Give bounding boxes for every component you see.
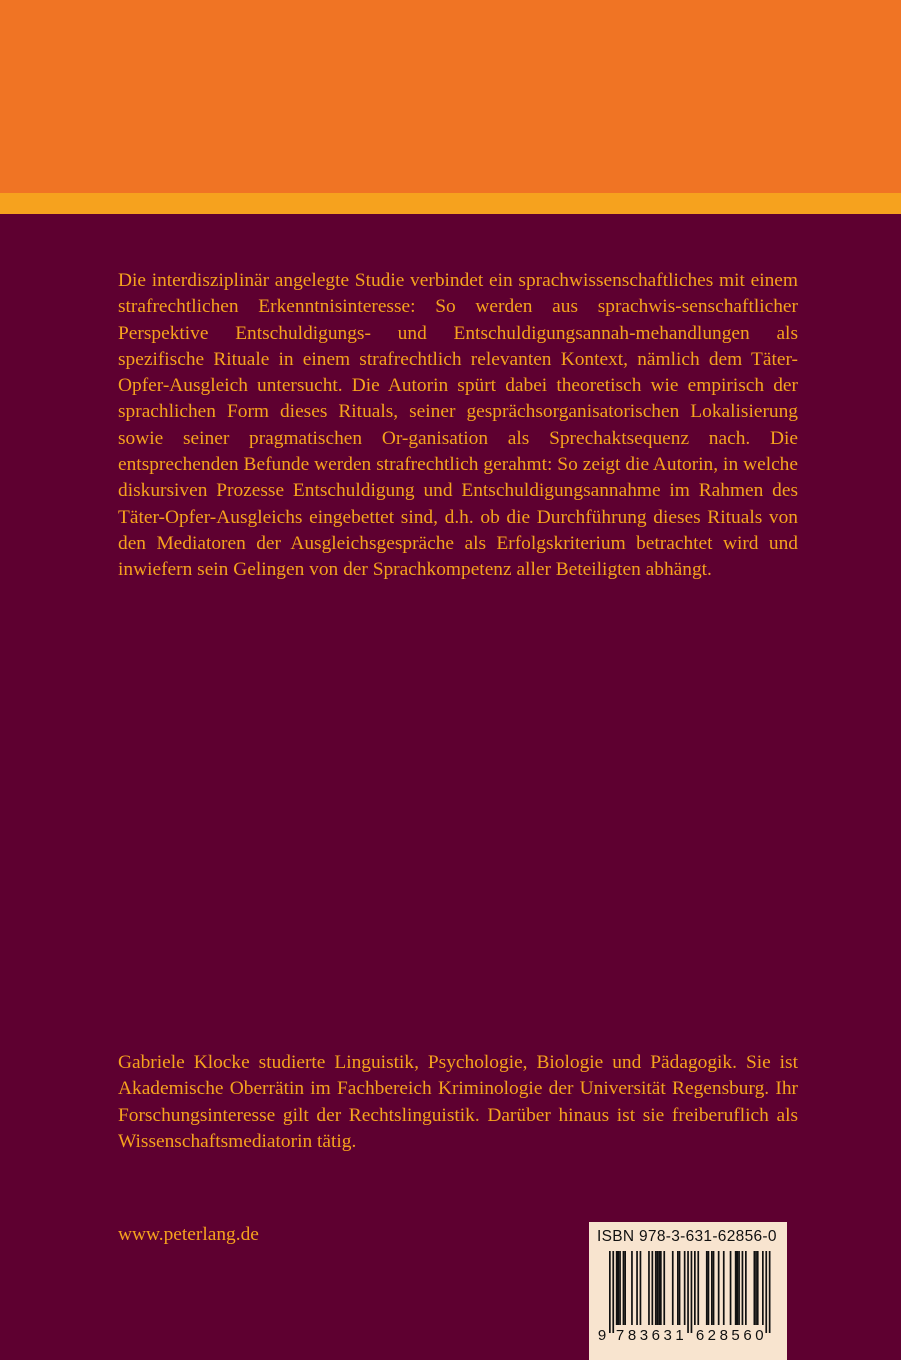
blurb-line: dabei theoretisch wie empirisch der sprachlichen Form dieses Rituals, seiner [118,375,798,423]
blurb-line: ganisation als Sprechaktsequenz nach. Die entsprechenden Befunde werden [118,427,798,476]
accent-stripe [0,193,901,214]
barcode-bar [769,1251,771,1333]
barcode-digit: 1 [675,1327,684,1344]
barcode-digit: 6 [651,1327,660,1344]
blurb-line: Entschuldigung und Entschuldigungsannahme im Rahmen des Täter-Opfer- [118,480,798,528]
barcode-bar [713,1251,715,1325]
isbn-label: ISBN 978-3-631-62856-0 [597,1228,777,1245]
barcode-bar [738,1251,740,1325]
blurb-line: strafrechtlich gerahmt: So zeigt die Autorin, in welche diskursiven Prozesse [118,454,798,502]
barcode-bar [652,1251,654,1325]
barcode-bar [679,1251,681,1325]
barcode-bar [757,1251,759,1325]
blurb-line: Ausgleichs eingebettet sind, d.h. ob die Durchführung dieses Rituals von den [118,506,798,554]
barcode-bar [742,1251,744,1325]
barcode-bar [694,1251,696,1325]
barcode-bar [708,1251,710,1325]
barcode-bar [619,1251,621,1325]
barcode-bar [631,1251,633,1325]
barcode-bar [691,1251,693,1333]
barcode-bar [745,1251,747,1325]
barcode-bar [737,1251,739,1325]
barcode-bar [648,1251,650,1325]
barcode-bar [677,1251,679,1325]
barcode-digit: 9 [597,1327,607,1344]
blurb-line: inwiefern sein Gelingen von der Sprachkompetenz aller Beteiligten abhängt. [118,559,712,581]
blurb-line: mehandlungen als spezifische Rituale in einem strafrechtlich relevanten [118,322,798,370]
barcode-bar [655,1251,657,1325]
blurb-line: Kontext, nämlich dem Täter-Opfer-Ausgleich untersucht. Die Autorin spürt [118,348,799,397]
barcode-bar [624,1251,626,1325]
top-color-band [0,0,901,193]
barcode-bar [616,1251,618,1325]
barcode-bar [706,1251,708,1325]
barcode-bar [755,1251,757,1325]
author-bio [118,1050,798,1155]
publisher-website: www.peterlang.de [118,1224,259,1245]
barcode-bar [684,1251,686,1325]
barcode-digit: 6 [695,1327,705,1344]
blurb-line: Die interdisziplinär angelegte Studie verbindet ein sprachwissenschaftliches [118,270,714,291]
barcode-bar [672,1251,674,1325]
barcode-digit: 3 [663,1327,672,1344]
barcode-bar [636,1251,638,1325]
barcode-bar [730,1251,732,1325]
bio-line: Gabriele Klocke studierte Linguistik, Psychologie, Biologie und Pädagogik. [118,1052,737,1073]
bio-line: Sie ist Akademische Oberrätin im Fachbereich Kriminologie der Universität [118,1052,798,1100]
barcode-bar [687,1251,689,1333]
barcode-bar [612,1251,614,1333]
blurb-text [118,268,798,584]
barcode-digit: 8 [627,1327,637,1344]
barcode-digit: 3 [639,1327,649,1344]
barcode-digit: 7 [615,1327,625,1344]
barcode [597,1251,779,1345]
barcode-bar [711,1251,713,1325]
bio-line: Regensburg. Ihr Forschungsinteresse gilt der Rechtslinguistik. Darüber hinaus [118,1078,798,1126]
blurb-line: mit einem strafrechtlichen Erkenntnisinteresse: So werden aus sprachwis- [118,270,798,318]
barcode-bar [718,1251,720,1325]
barcode-digit: 8 [719,1327,728,1344]
blurb-line: Mediatoren der Ausgleichsgespräche als Erfolgskriterium betrachtet wird und [156,532,799,554]
barcode-bar [623,1251,625,1325]
barcode-digit: 2 [707,1327,716,1344]
barcode-bar [663,1251,665,1325]
barcode-digit: 5 [731,1327,740,1344]
barcode-bar [723,1251,725,1325]
barcode-bar [657,1251,659,1325]
barcode-bar [618,1251,620,1325]
barcode-bar [697,1251,699,1325]
blurb-line: senschaftlicher Perspektive Entschuldigungs- und Entschuldigungsannah- [118,296,798,344]
barcode-digit: 0 [755,1327,764,1344]
blurb-line: gesprächsorganisatorischen Lokalisierung sowie seiner pragmatischen Or- [118,401,798,449]
barcode-digit: 6 [743,1327,752,1344]
barcode-bar [640,1251,642,1325]
barcode-bar [762,1251,764,1325]
barcode-bar [609,1251,611,1333]
bio-line: ist sie freiberuflich als Wissenschaftsmediatorin tätig. [118,1104,799,1152]
barcode-bar [735,1251,737,1325]
isbn-barcode-box [589,1222,787,1360]
barcode-bar [658,1251,660,1325]
barcode-bar [660,1251,662,1325]
barcode-bar [754,1251,756,1325]
barcode-bar [765,1251,767,1333]
